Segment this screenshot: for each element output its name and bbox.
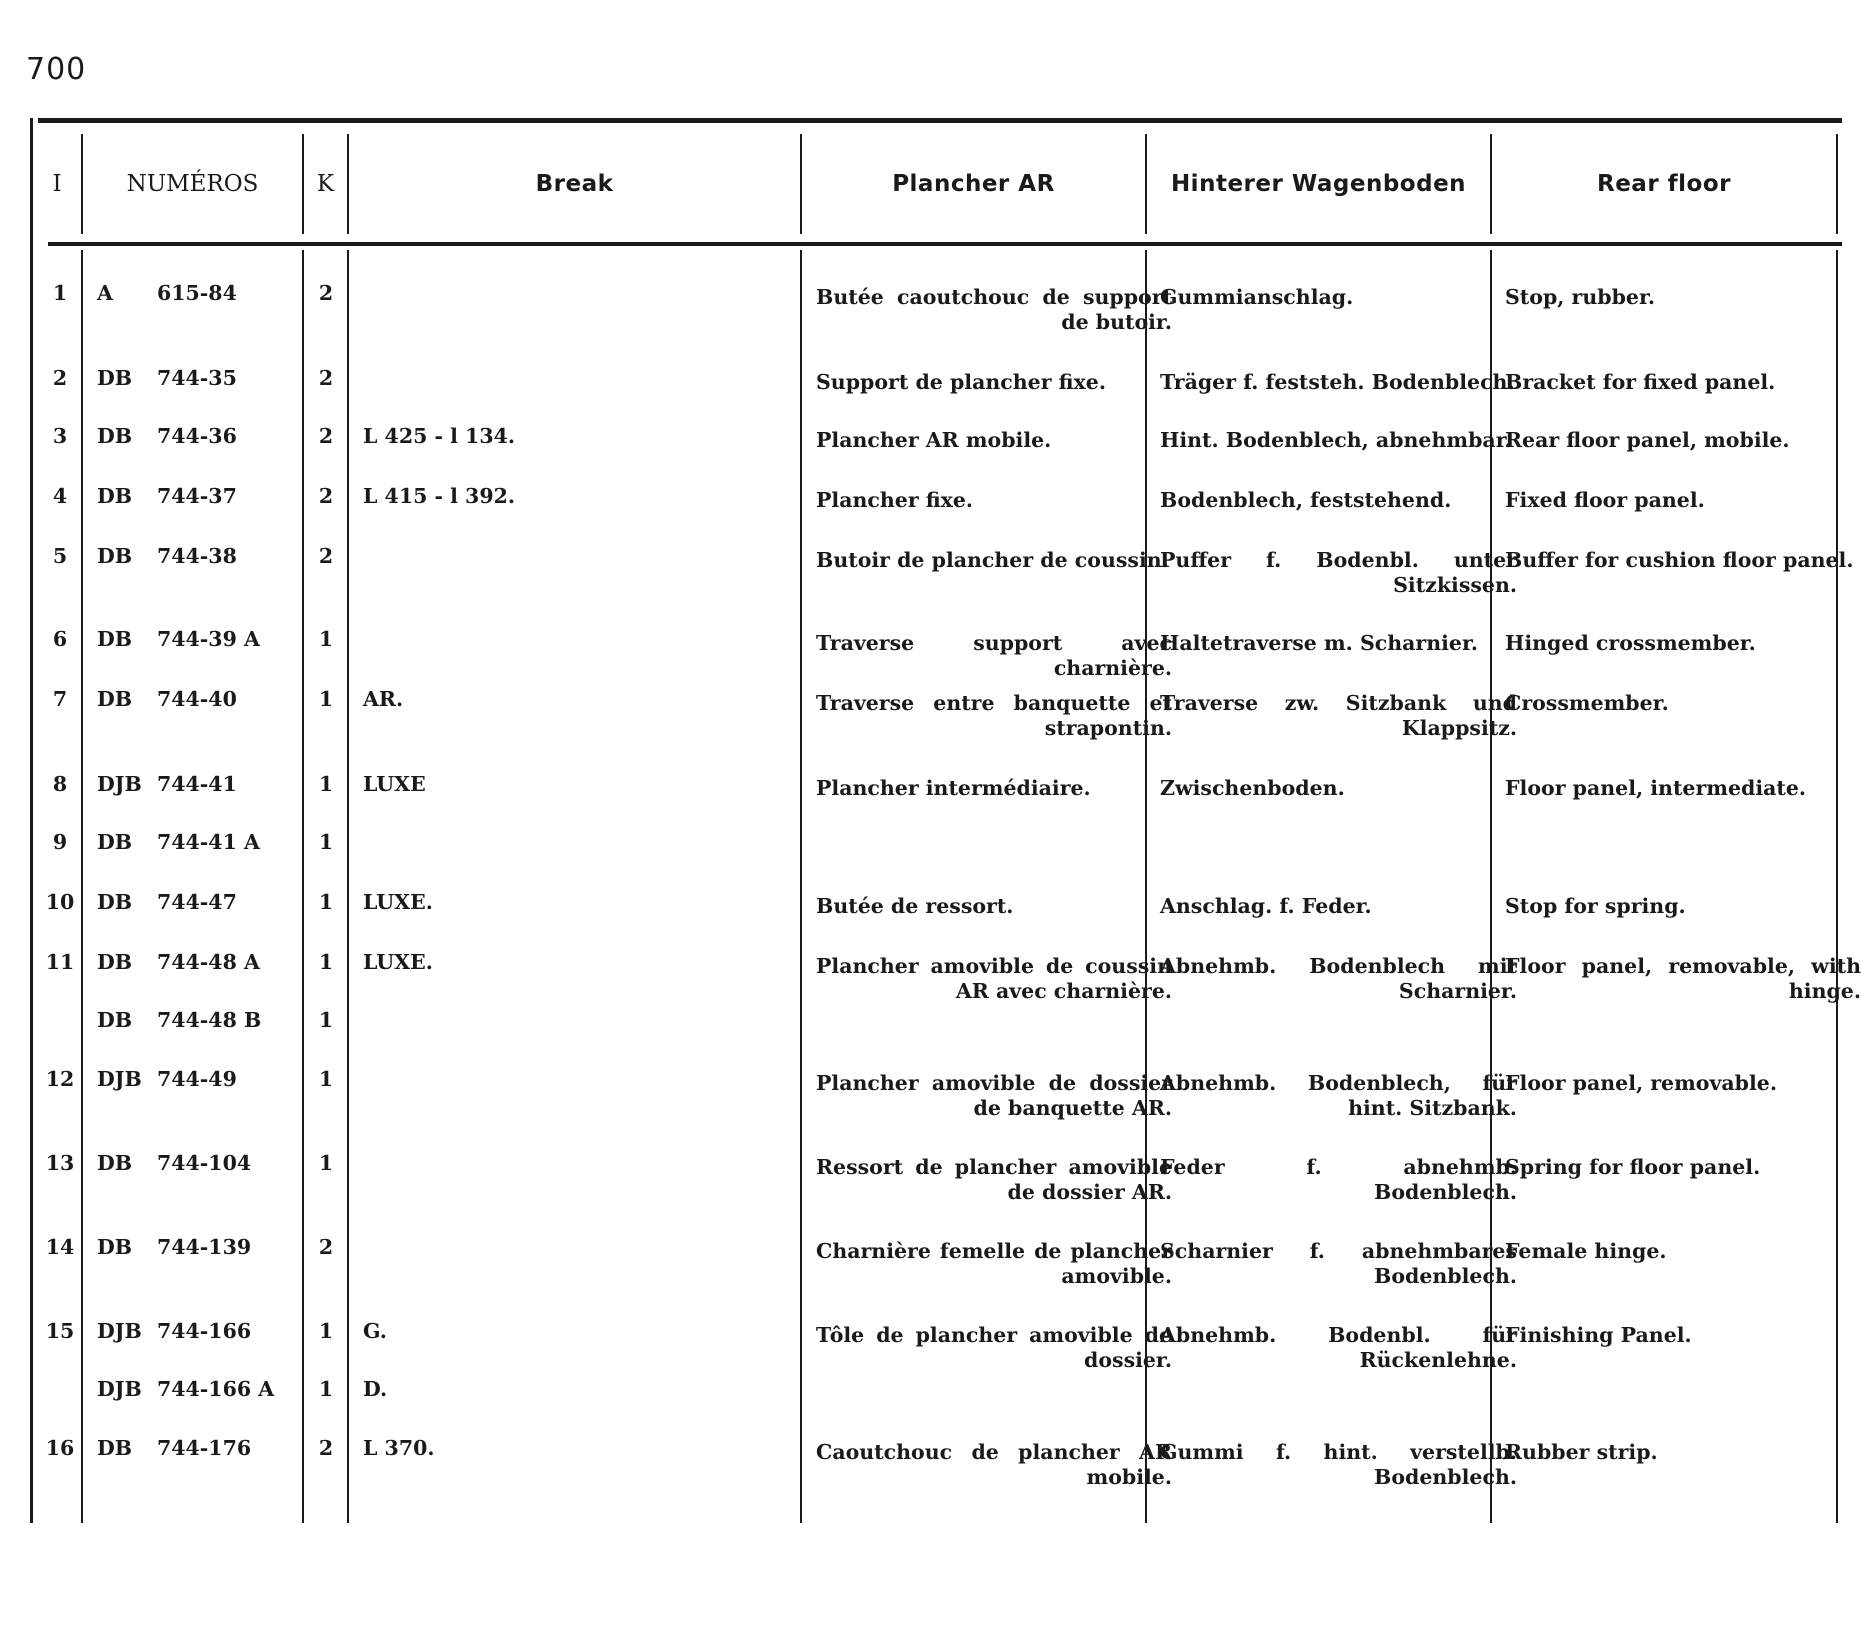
part-quantity: 2: [318, 424, 334, 448]
page-number: 700: [26, 52, 87, 87]
part-prefix: DB: [97, 1235, 133, 1259]
description-de: Abnehmb. Bodenblech, für hint. Sitzbank.: [1160, 1071, 1517, 1120]
header-french: Plancher AR: [892, 171, 1055, 197]
part-number: 744-38: [157, 544, 237, 568]
part-prefix: DB: [97, 1008, 133, 1032]
description-de: Zwischenboden.: [1160, 776, 1345, 800]
break-note: G.: [363, 1319, 387, 1343]
part-prefix: DB: [97, 950, 133, 974]
header-qty: K: [316, 171, 335, 197]
row-index: 3: [52, 424, 68, 448]
break-note: LUXE: [363, 772, 426, 796]
description-en: Female hinge.: [1505, 1239, 1667, 1263]
break-note: L 425 - l 134.: [363, 424, 515, 448]
description-de: Gummi f. hint. verstellb. Bodenblech.: [1160, 1440, 1517, 1489]
break-note: AR.: [363, 687, 404, 711]
row-index: 6: [52, 627, 68, 651]
description-en: Hinged crossmember.: [1505, 631, 1756, 655]
row-index: 15: [45, 1319, 75, 1343]
description-en: Stop, rubber.: [1505, 285, 1656, 309]
break-note: D.: [363, 1377, 388, 1401]
description-de: Traverse zw. Sitzbank und Klappsitz.: [1160, 691, 1517, 740]
part-prefix: DJB: [97, 1067, 142, 1091]
description-en: Floor panel, removable, with hinge.: [1505, 954, 1861, 1003]
description-fr: Support de plancher fixe.: [816, 370, 1106, 394]
part-number: 744-48 B: [157, 1008, 262, 1032]
parts-table: [30, 118, 1861, 1523]
part-quantity: 2: [318, 1235, 334, 1259]
description-en: Rear floor panel, mobile.: [1505, 428, 1790, 452]
part-prefix: DB: [97, 544, 133, 568]
description-de: Abnehmb. Bodenblech mit Scharnier.: [1160, 954, 1517, 1003]
part-number: 744-176: [157, 1436, 252, 1460]
description-en: Crossmember.: [1505, 691, 1669, 715]
part-quantity: 1: [318, 1319, 334, 1343]
break-note: LUXE.: [363, 950, 433, 974]
part-prefix: DJB: [97, 1319, 142, 1343]
header-english: Rear floor: [1596, 171, 1731, 197]
part-prefix: DB: [97, 424, 133, 448]
row-index: 10: [45, 890, 75, 914]
description-fr: Traverse entre banquette et strapontin.: [816, 691, 1172, 740]
part-number: 744-166 A: [157, 1377, 275, 1401]
description-fr: Tôle de plancher amovible de dossier.: [816, 1323, 1172, 1372]
part-number: 744-35: [157, 366, 237, 390]
description-de: Scharnier f. abnehmbares Bodenblech.: [1160, 1239, 1517, 1288]
part-number: 744-104: [157, 1151, 252, 1175]
row-index: 11: [45, 950, 75, 974]
description-fr: Caoutchouc de plancher AR mobile.: [816, 1440, 1172, 1489]
description-fr: Butée caoutchouc de support de butoir.: [816, 285, 1172, 334]
part-quantity: 2: [318, 1436, 334, 1460]
part-prefix: DB: [97, 830, 133, 854]
part-prefix: DJB: [97, 772, 142, 796]
description-en: Spring for floor panel.: [1505, 1155, 1761, 1179]
description-fr: Butoir de plancher de coussin.: [816, 548, 1169, 572]
header-break: Break: [535, 171, 614, 197]
part-quantity: 1: [318, 1151, 334, 1175]
description-en: Bracket for fixed panel.: [1505, 370, 1776, 394]
header-index: I: [52, 171, 62, 197]
part-quantity: 2: [318, 484, 334, 508]
part-number: 744-41: [157, 772, 237, 796]
part-prefix: DB: [97, 687, 133, 711]
part-quantity: 1: [318, 830, 334, 854]
part-quantity: 1: [318, 772, 334, 796]
description-fr: Plancher amovible de coussin AR avec charnière.: [816, 954, 1172, 1003]
part-number: 615-84: [157, 281, 237, 305]
part-prefix: DB: [97, 890, 133, 914]
part-prefix: DB: [97, 1436, 133, 1460]
part-number: 744-37: [157, 484, 237, 508]
part-quantity: 1: [318, 1008, 334, 1032]
description-de: Gummianschlag.: [1160, 285, 1354, 309]
part-quantity: 1: [318, 687, 334, 711]
part-quantity: 2: [318, 366, 334, 390]
part-prefix: DJB: [97, 1377, 142, 1401]
description-fr: Plancher AR mobile.: [816, 428, 1052, 452]
description-de: Hint. Bodenblech, abnehmbar.: [1160, 428, 1512, 452]
break-note: L 370.: [363, 1436, 435, 1460]
row-index: 5: [52, 544, 68, 568]
part-quantity: 2: [318, 281, 334, 305]
part-number: 744-36: [157, 424, 237, 448]
description-en: Floor panel, intermediate.: [1505, 776, 1807, 800]
header-numbers: NUMÉROS: [126, 171, 259, 197]
part-quantity: 1: [318, 890, 334, 914]
description-de: Feder f. abnehmb. Bodenblech.: [1160, 1155, 1517, 1204]
description-en: Fixed floor panel.: [1505, 488, 1705, 512]
description-de: Puffer f. Bodenbl. unter Sitzkissen.: [1160, 548, 1517, 597]
part-quantity: 1: [318, 1377, 334, 1401]
row-index: 4: [52, 484, 68, 508]
part-prefix: DB: [97, 366, 133, 390]
description-en: Rubber strip.: [1505, 1440, 1658, 1464]
row-index: 1: [52, 281, 68, 305]
row-index: 13: [45, 1151, 75, 1175]
part-number: 744-41 A: [157, 830, 260, 854]
break-note: L 415 - l 392.: [363, 484, 515, 508]
part-number: 744-40: [157, 687, 237, 711]
description-fr: Plancher fixe.: [816, 488, 974, 512]
row-index: 14: [45, 1235, 75, 1259]
description-fr: Plancher amovible de dossier de banquette AR.: [816, 1071, 1172, 1120]
break-note: LUXE.: [363, 890, 433, 914]
part-prefix: DB: [97, 484, 133, 508]
row-index: 9: [52, 830, 68, 854]
description-fr: Traverse support avec charnière.: [816, 631, 1172, 680]
description-fr: Ressort de plancher amovible de dossier AR.: [816, 1155, 1172, 1204]
description-de: Bodenblech, feststehend.: [1160, 488, 1452, 512]
parts-body: [30, 118, 1861, 1523]
part-number: 744-166: [157, 1319, 252, 1343]
description-fr: Plancher intermédiaire.: [816, 776, 1091, 800]
description-en: Buffer for cushion floor panel.: [1505, 548, 1854, 572]
row-index: 7: [52, 687, 68, 711]
description-fr: Butée de ressort.: [816, 894, 1014, 918]
row-index: 8: [52, 772, 68, 796]
part-prefix: DB: [97, 627, 133, 651]
part-number: 744-49: [157, 1067, 237, 1091]
part-number: 744-47: [157, 890, 237, 914]
row-index: 12: [45, 1067, 75, 1091]
part-number: 744-139: [157, 1235, 252, 1259]
description-en: Finishing Panel.: [1505, 1323, 1692, 1347]
description-de: Haltetraverse m. Scharnier.: [1160, 631, 1479, 655]
part-number: 744-48 A: [157, 950, 260, 974]
row-index: 2: [52, 366, 68, 390]
part-number: 744-39 A: [157, 627, 260, 651]
description-de: Anschlag. f. Feder.: [1160, 894, 1372, 918]
part-quantity: 2: [318, 544, 334, 568]
description-en: Stop for spring.: [1505, 894, 1686, 918]
part-prefix: DB: [97, 1151, 133, 1175]
row-index: 16: [45, 1436, 75, 1460]
part-prefix: A: [97, 281, 113, 305]
description-de: Abnehmb. Bodenbl. für Rückenlehne.: [1160, 1323, 1517, 1372]
header-german: Hinterer Wagenboden: [1170, 171, 1467, 197]
description-fr: Charnière femelle de plancher amovible.: [816, 1239, 1172, 1288]
part-quantity: 1: [318, 627, 334, 651]
part-quantity: 1: [318, 950, 334, 974]
description-de: Träger f. feststeh. Bodenblech.: [1160, 370, 1515, 394]
part-quantity: 1: [318, 1067, 334, 1091]
description-en: Floor panel, removable.: [1505, 1071, 1777, 1095]
